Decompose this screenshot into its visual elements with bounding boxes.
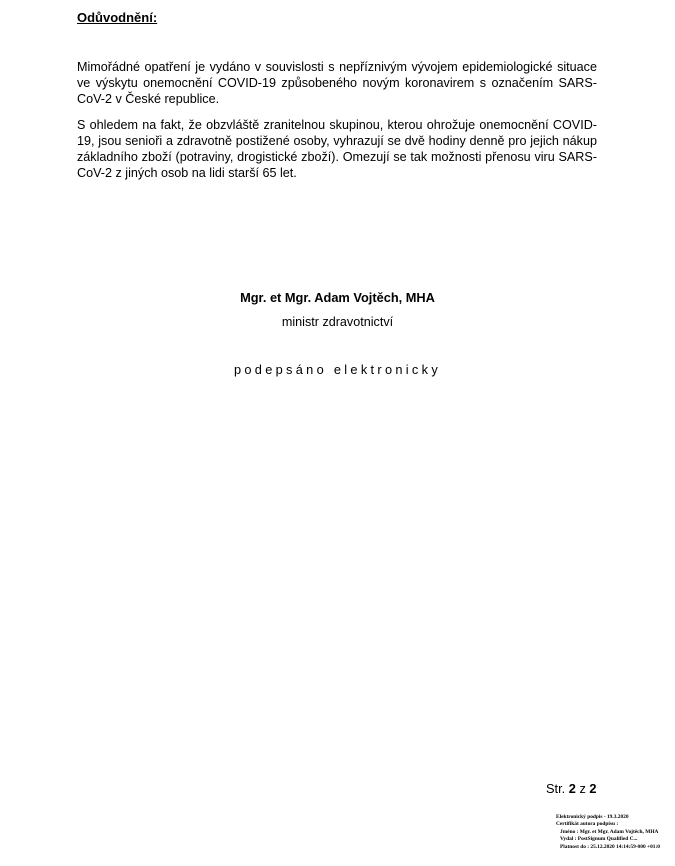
stamp-line-certificate: Certifikát autora podpisu : bbox=[556, 821, 619, 828]
justification-paragraph-2: S ohledem na fakt, že obzvláště zranitelnou skupinou, kterou ohrožuje onemocnění COVID-19, jsou senioři a zdravotně postižené osoby, vyhrazují se dvě hodiny denně pro jejich nákup základního zboží (potraviny, drogistické zboží). Omezují se tak možnosti přenosu viru SARS-CoV-2 z jiných osob na lidi starší 65 let. bbox=[77, 118, 597, 180]
signer-title: ministr zdravotnictví bbox=[281, 315, 394, 329]
page-separator: z bbox=[579, 781, 586, 796]
page-current: 2 bbox=[568, 781, 576, 796]
stamp-line-date: Elektronický podpis - 19.3.2020 bbox=[556, 814, 629, 820]
e-signature-stamp bbox=[556, 814, 671, 851]
stamp-line-validity: Platnost do : 25.12.2020 14:14:59-000 +01:0 bbox=[560, 843, 660, 850]
justification-heading: Odůvodnění: bbox=[77, 10, 158, 25]
page-prefix: Str. bbox=[546, 781, 566, 796]
stamp-line-issuer: Vydal : PostSignum Qualified C... bbox=[560, 836, 638, 843]
signer-name: Mgr. et Mgr. Adam Vojtěch, MHA bbox=[240, 290, 435, 305]
page-number bbox=[546, 781, 597, 796]
page-total: 2 bbox=[589, 781, 597, 796]
signed-electronically-label: podepsáno elektronicky bbox=[233, 362, 442, 377]
justification-paragraph-1: Mimořádné opatření je vydáno v souvislosti s nepříznivým vývojem epidemiologické situace ve výskytu onemocnění COVID-19 způsobeného novým koronavirem s označením SARS-CoV-2 v České republice. bbox=[77, 60, 597, 106]
stamp-line-name: Jméno : Mgr. et Mgr. Adam Vojtěch, MHA bbox=[560, 828, 659, 835]
